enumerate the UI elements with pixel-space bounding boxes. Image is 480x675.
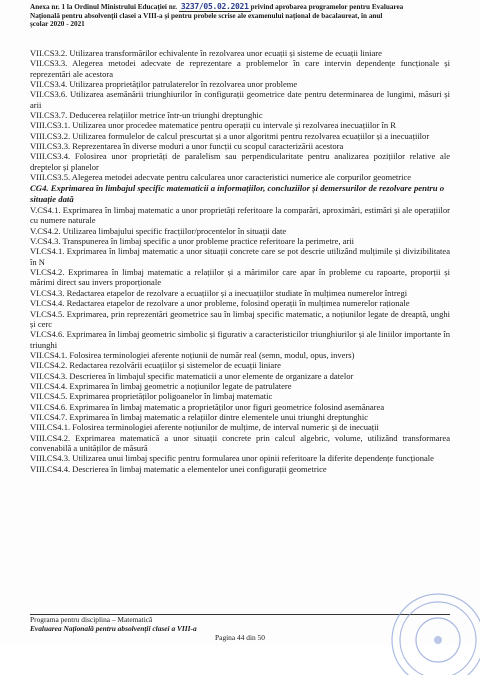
competency-code: VIII.CS4.1. [30, 422, 71, 433]
competency-item [30, 58, 450, 79]
competency-code: VII.CS4.2. [30, 360, 68, 371]
competency-item [30, 309, 450, 330]
competency-code: VII.CS4.4. [30, 380, 68, 391]
competency-item [30, 48, 450, 58]
competency-text: Utilizarea formulelor de calcul prescurtat și a unor algoritmi pentru rezolvarea ecuațiilor și a inecuațiilor [72, 130, 430, 141]
competency-item [30, 131, 450, 141]
competency-item [30, 172, 450, 182]
competency-item [30, 350, 450, 360]
competency-text: Folosirea unor proprietăți de paralelism sau perpendicularitate pentru analizarea pozițiilor relative ale dreptelor și planelor [30, 151, 451, 172]
competency-text: Redactarea etapelor de rezolvare a ecuațiilor și a inecuațiilor studiate în mulțimea numerelor întregi [66, 287, 408, 298]
competency-text: Utilizarea transformărilor echivalente în rezolvarea unor ecuații și sisteme de ecuații liniare [69, 48, 382, 58]
competency-code: V.CS4.3. [30, 236, 61, 247]
competency-code: VII.CS4.1. [30, 349, 68, 360]
competency-text: Utilizarea asemănării triunghiurilor în configurații geometrice date pentru determinarea de lungimi, măsuri și arii [30, 89, 450, 110]
competency-item [30, 412, 450, 422]
competency-text: Exprimarea în limbaj matematic a proprietăților unor figuri geometrice folosind asemănarea [69, 401, 385, 412]
competency-code: VIII.CS4.3. [30, 453, 71, 464]
competency-item [30, 89, 450, 110]
competency-text: Exprimarea în limbaj matematic a unor situații concrete care se pot descrie utilizând mulțimile și divizibilitatea în N [30, 246, 450, 267]
competency-code: VII.CS3.7. [30, 110, 68, 121]
competency-text: Folosirea terminologiei aferente noțiunilor de mulțime, de interval numeric și de inecuații [72, 422, 379, 433]
competency-code: VII.CS4.3. [30, 370, 68, 381]
header-line1-rest: privind aprobarea programelor pentru Evaluarea [250, 3, 404, 11]
competency-text: Exprimarea, prin reprezentări geometrice sau în limbaj specific matematic, a noțiunilor legate de dreaptă, unghi și cerc [30, 308, 450, 329]
header-line-2: Națională pentru absolvenții clasei a VIII-a și pentru probele scrise ale examenului național de bacalaureat, în anul [30, 11, 383, 20]
competency-code: VIII.CS3.2. [30, 130, 71, 141]
page-footer [30, 614, 450, 642]
competency-code: VII.CS3.6. [30, 89, 68, 100]
competency-text: Redactarea rezolvării ecuațiilor și sistemelor de ecuații liniare [69, 360, 281, 371]
competency-text: Utilizarea limbajului specific fracțiilor/procentelor în situații date [62, 225, 287, 236]
competency-code: VI.CS4.1. [30, 246, 65, 257]
competency-code: VII.CS3.2. [30, 48, 68, 58]
competency-item [30, 110, 450, 120]
competency-item [30, 205, 450, 226]
competency-item [30, 402, 450, 412]
competency-code: VIII.CS4.4. [30, 463, 71, 474]
section-title-cg4: CG4. Exprimarea în limbajul specific matematicii a informațiilor, concluziilor și demersurilor de rezolvare pentru o situație dată [30, 183, 445, 204]
competency-item [30, 236, 450, 246]
competency-item [30, 120, 450, 130]
competency-list-cg3 [30, 48, 450, 182]
order-number: 3237/05.02.2021 [180, 3, 249, 11]
competency-item [30, 141, 450, 151]
header-line-3: școlar 2020 - 2021 [30, 20, 85, 29]
competency-code: VIII.CS3.1. [30, 120, 71, 131]
competency-code: VII.CS3.3. [30, 58, 68, 69]
competency-text: Descrierea în limbaj matematic a elementelor unei configurații geometrice [72, 463, 327, 474]
competency-text: Alegerea metodei adecvate pentru calcularea unor caracteristici numerice ale corpurilor geometrice [71, 172, 412, 183]
competency-text: Utilizarea proprietăților patrulaterelor în rezolvarea unor probleme [69, 79, 298, 90]
competency-item [30, 381, 450, 391]
competency-item [30, 267, 450, 288]
page-header [30, 3, 450, 29]
competency-code: VI.CS4.5. [30, 308, 65, 319]
competency-text: Exprimarea matematică a unor situații concrete prin calcul algebric, volume, utilizând transformarea convenabilă a unităților de măsură [30, 432, 450, 453]
header-prefix: Anexa nr. 1 la Ordinul Ministrului Educației nr. [30, 3, 178, 11]
footer-line-2: Evaluarea Națională pentru absolvenții clasei a VIII-a [30, 623, 197, 633]
competency-code: V.CS4.1. [30, 205, 61, 216]
competency-list-cg4 [30, 205, 450, 474]
competency-code: VI.CS4.2. [30, 267, 65, 278]
competency-code: VIII.CS3.5. [30, 172, 71, 183]
competency-text: Exprimarea în limbaj geometric simbolic și figurativ a caracteristicilor triunghiurilor și ale liniilor importante în triunghi [30, 329, 450, 350]
competency-item [30, 151, 450, 172]
competency-code: VII.CS4.5. [30, 391, 68, 402]
competency-text: Redactarea etapelor de rezolvare a unor probleme, folosind operații în mulțimea numerelor raționale [66, 298, 410, 309]
header-line-1 [30, 3, 450, 12]
competency-text: Exprimarea în limbaj matematic a relațiilor dintre elementele unui triunghi dreptunghic [69, 411, 368, 422]
competency-code: VII.CS4.7. [30, 411, 68, 422]
competency-item [30, 79, 450, 89]
competency-text: Descrierea în limbajul specific matematicii a unor elemente de organizare a datelor [69, 370, 354, 381]
competency-code: VI.CS4.4. [30, 298, 65, 309]
competency-text: Alegerea metodei adecvate de reprezentare a problemelor în care intervin dependențe funcționale și reprezentări ale acestora [30, 58, 450, 79]
competency-text: Exprimarea proprietăților poligoanelor în limbaj matematic [69, 391, 273, 402]
competency-text: Exprimarea în limbaj matematic a unor proprietăți referitoare la comparări, aproximări, estimări și ale operațiilor cu numere naturale [30, 205, 451, 226]
competency-item [30, 464, 450, 474]
competency-code: VI.CS4.6. [30, 329, 65, 340]
competency-item [30, 422, 450, 432]
competency-item [30, 329, 450, 350]
competency-code: VIII.CS3.4. [30, 151, 71, 162]
competency-item [30, 371, 450, 381]
document-body [30, 48, 450, 474]
competency-item [30, 433, 450, 454]
footer-line-1: Programa pentru disciplina – Matematică [30, 615, 153, 624]
competency-text: Exprimarea în limbaj geometric a noțiunilor legate de patrulatere [69, 380, 292, 391]
competency-item [30, 288, 450, 298]
competency-code: VI.CS4.3. [30, 287, 65, 298]
competency-text: Reprezentarea în diverse moduri a unor funcții cu scopul caracterizării acestora [72, 141, 344, 152]
competency-item [30, 453, 450, 463]
competency-text: Exprimarea în limbaj matematic a relațiilor și a mărimilor care apar în probleme cu rapoarte, proporții și mărimi direct sau invers proporționale [30, 267, 450, 288]
competency-text: Utilizarea unor procedee matematice pentru operații cu intervale și rezolvarea inecuațiilor în R [72, 120, 396, 131]
competency-item [30, 391, 450, 401]
competency-text: Folosirea terminologiei aferente noțiunii de număr real (semn, modul, opus, invers) [69, 349, 355, 360]
competency-item [30, 360, 450, 370]
competency-text: Utilizarea unui limbaj specific pentru formularea unor opinii referitoare la diferite dependențe funcționale [72, 453, 434, 464]
competency-item [30, 246, 450, 267]
competency-code: VIII.CS3.3. [30, 141, 71, 152]
competency-item [30, 226, 450, 236]
competency-code: VII.CS3.4. [30, 79, 68, 90]
competency-item [30, 298, 450, 308]
competency-text: Transpunerea în limbaj specific a unor probleme practice referitoare la perimetre, arii [62, 236, 355, 247]
page-number: Pagina 44 din 50 [215, 632, 265, 642]
competency-code: VIII.CS4.2. [30, 432, 71, 443]
competency-text: Deducerea relațiilor metrice într-un triunghi dreptunghic [69, 110, 263, 121]
competency-code: VII.CS4.6. [30, 401, 68, 412]
competency-code: V.CS4.2. [30, 225, 61, 236]
